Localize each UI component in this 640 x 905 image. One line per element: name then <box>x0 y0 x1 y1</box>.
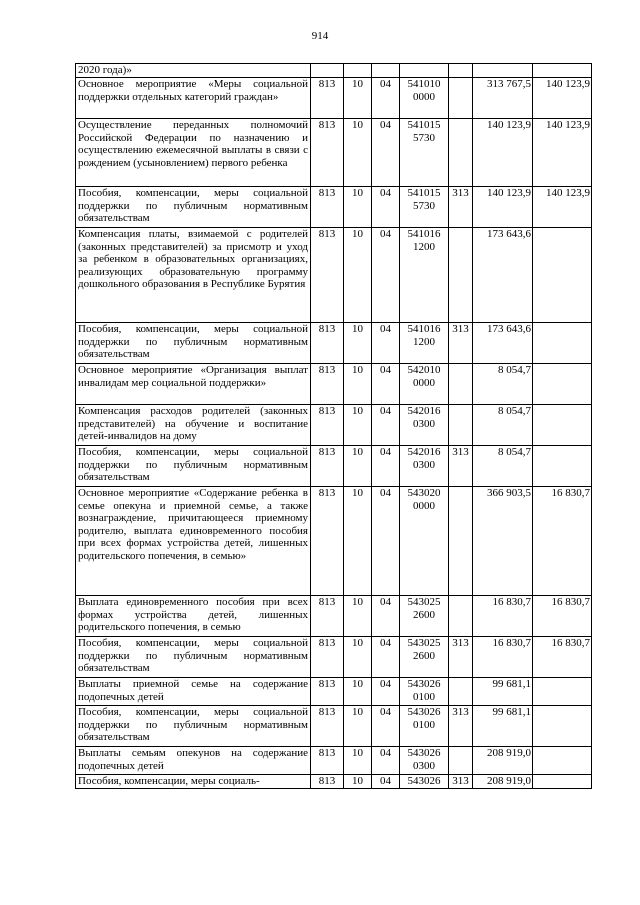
target-article-cell: 543026 0300 <box>400 747 449 775</box>
section-code-cell: 10 <box>344 637 372 678</box>
target-article-cell: 543025 2600 <box>400 637 449 678</box>
amount-year1-cell: 313 767,5 <box>473 78 533 119</box>
row-name-cell: Пособия, компенсации, меры социальной поддержки по публичным нормативным обязательствам <box>76 323 311 364</box>
ministry-code-cell: 813 <box>311 637 344 678</box>
target-article-cell: 541010 0000 <box>400 78 449 119</box>
expense-type-cell: 313 <box>449 187 473 228</box>
subsection-code-cell: 04 <box>372 747 400 775</box>
amount-year1-cell: 140 123,9 <box>473 119 533 187</box>
target-article-cell: 543026 <box>400 775 449 789</box>
expense-type-cell: 313 <box>449 446 473 487</box>
section-code-cell: 10 <box>344 596 372 637</box>
amount-year2-cell: 16 830,7 <box>533 487 592 596</box>
table-row <box>76 323 592 364</box>
amount-year1-cell: 16 830,7 <box>473 637 533 678</box>
table-row <box>76 64 592 78</box>
table-row <box>76 364 592 405</box>
section-code-cell: 10 <box>344 747 372 775</box>
amount-year1-cell: 99 681,1 <box>473 706 533 747</box>
page-number: 914 <box>311 30 329 42</box>
table-row <box>76 747 592 775</box>
expense-type-cell <box>449 78 473 119</box>
section-code-cell: 10 <box>344 678 372 706</box>
target-article-cell: 541016 1200 <box>400 323 449 364</box>
section-code-cell: 10 <box>344 119 372 187</box>
expense-type-cell <box>449 119 473 187</box>
target-article-cell <box>400 64 449 78</box>
subsection-code-cell: 04 <box>372 119 400 187</box>
table-row <box>76 678 592 706</box>
ministry-code-cell <box>311 64 344 78</box>
subsection-code-cell: 04 <box>372 446 400 487</box>
table-body <box>76 64 592 789</box>
section-code-cell: 10 <box>344 323 372 364</box>
row-name-cell: Выплата единовременного пособия при всех формах устройства детей, лишенных родительского попечения, в семью <box>76 596 311 637</box>
expense-type-cell: 313 <box>449 775 473 789</box>
ministry-code-cell: 813 <box>311 775 344 789</box>
amount-year2-cell <box>533 364 592 405</box>
amount-year2-cell <box>533 446 592 487</box>
table-row <box>76 596 592 637</box>
section-code-cell: 10 <box>344 487 372 596</box>
section-code-cell: 10 <box>344 775 372 789</box>
ministry-code-cell: 813 <box>311 678 344 706</box>
amount-year2-cell <box>533 405 592 446</box>
amount-year2-cell: 16 830,7 <box>533 596 592 637</box>
subsection-code-cell: 04 <box>372 187 400 228</box>
subsection-code-cell: 04 <box>372 678 400 706</box>
subsection-code-cell: 04 <box>372 706 400 747</box>
table-row <box>76 228 592 323</box>
section-code-cell <box>344 64 372 78</box>
row-name-cell: Выплаты приемной семье на содержание подопечных детей <box>76 678 311 706</box>
target-article-cell: 541015 5730 <box>400 187 449 228</box>
subsection-code-cell <box>372 64 400 78</box>
subsection-code-cell: 04 <box>372 228 400 323</box>
row-name-cell: Выплаты семьям опекунов на содержание подопечных детей <box>76 747 311 775</box>
section-code-cell: 10 <box>344 187 372 228</box>
amount-year1-cell: 8 054,7 <box>473 405 533 446</box>
ministry-code-cell: 813 <box>311 706 344 747</box>
row-name-cell: Компенсация расходов родителей (законных представителей) на обучение и воспитание детей-инвалидов на дому <box>76 405 311 446</box>
section-code-cell: 10 <box>344 364 372 405</box>
table-row <box>76 487 592 596</box>
row-name-cell: Пособия, компенсации, меры социальной поддержки по публичным нормативным обязательствам <box>76 187 311 228</box>
section-code-cell: 10 <box>344 78 372 119</box>
row-name-cell: Осуществление переданных полномочий Российской Федерации по назначению и осуществлению ежемесячной выплаты в связи с рождением (усыновлением) первого ребенка <box>76 119 311 187</box>
amount-year2-cell: 140 123,9 <box>533 78 592 119</box>
row-name-cell: Пособия, компенсации, меры социаль- <box>76 775 311 789</box>
section-code-cell: 10 <box>344 446 372 487</box>
ministry-code-cell: 813 <box>311 228 344 323</box>
ministry-code-cell: 813 <box>311 405 344 446</box>
amount-year1-cell: 208 919,0 <box>473 775 533 789</box>
subsection-code-cell: 04 <box>372 637 400 678</box>
section-code-cell: 10 <box>344 228 372 323</box>
amount-year1-cell: 173 643,6 <box>473 228 533 323</box>
amount-year2-cell: 140 123,9 <box>533 119 592 187</box>
expense-type-cell <box>449 747 473 775</box>
expense-type-cell: 313 <box>449 637 473 678</box>
expense-type-cell <box>449 405 473 446</box>
budget-table <box>75 63 592 789</box>
row-name-cell: Пособия, компенсации, меры социальной поддержки по публичным нормативным обязательствам <box>76 637 311 678</box>
amount-year1-cell <box>473 64 533 78</box>
amount-year2-cell <box>533 706 592 747</box>
ministry-code-cell: 813 <box>311 323 344 364</box>
table-row <box>76 637 592 678</box>
amount-year2-cell <box>533 775 592 789</box>
expense-type-cell <box>449 596 473 637</box>
ministry-code-cell: 813 <box>311 446 344 487</box>
amount-year2-cell <box>533 678 592 706</box>
amount-year2-cell: 16 830,7 <box>533 637 592 678</box>
target-article-cell: 542016 0300 <box>400 405 449 446</box>
expense-type-cell <box>449 64 473 78</box>
ministry-code-cell: 813 <box>311 187 344 228</box>
amount-year1-cell: 99 681,1 <box>473 678 533 706</box>
expense-type-cell: 313 <box>449 323 473 364</box>
amount-year2-cell <box>533 323 592 364</box>
subsection-code-cell: 04 <box>372 775 400 789</box>
target-article-cell: 543026 0100 <box>400 678 449 706</box>
row-name-cell: Основное мероприятие «Содержание ребенка в семье опекуна и приемной семье, а также вознаграждение, причитающееся приемному родителю, выплата единовременного пособия при всех формах устройства детей, лишенных родительского попечения, в семью» <box>76 487 311 596</box>
amount-year2-cell <box>533 228 592 323</box>
ministry-code-cell: 813 <box>311 596 344 637</box>
row-name-cell: Основное мероприятие «Организация выплат инвалидам мер социальной поддержки» <box>76 364 311 405</box>
subsection-code-cell: 04 <box>372 78 400 119</box>
ministry-code-cell: 813 <box>311 119 344 187</box>
section-code-cell: 10 <box>344 706 372 747</box>
amount-year1-cell: 140 123,9 <box>473 187 533 228</box>
expense-type-cell <box>449 487 473 596</box>
amount-year1-cell: 366 903,5 <box>473 487 533 596</box>
table-row <box>76 119 592 187</box>
target-article-cell: 542010 0000 <box>400 364 449 405</box>
amount-year2-cell <box>533 64 592 78</box>
row-name-cell: 2020 года)» <box>76 64 311 78</box>
table-row <box>76 775 592 789</box>
target-article-cell: 541015 5730 <box>400 119 449 187</box>
ministry-code-cell: 813 <box>311 78 344 119</box>
subsection-code-cell: 04 <box>372 364 400 405</box>
ministry-code-cell: 813 <box>311 487 344 596</box>
ministry-code-cell: 813 <box>311 364 344 405</box>
target-article-cell: 542016 0300 <box>400 446 449 487</box>
ministry-code-cell: 813 <box>311 747 344 775</box>
amount-year2-cell <box>533 747 592 775</box>
subsection-code-cell: 04 <box>372 323 400 364</box>
subsection-code-cell: 04 <box>372 487 400 596</box>
row-name-cell: Основное мероприятие «Меры социальной поддержки отдельных категорий граждан» <box>76 78 311 119</box>
section-code-cell: 10 <box>344 405 372 446</box>
target-article-cell: 541016 1200 <box>400 228 449 323</box>
subsection-code-cell: 04 <box>372 405 400 446</box>
table-row <box>76 446 592 487</box>
amount-year1-cell: 173 643,6 <box>473 323 533 364</box>
amount-year2-cell: 140 123,9 <box>533 187 592 228</box>
expense-type-cell <box>449 678 473 706</box>
target-article-cell: 543025 2600 <box>400 596 449 637</box>
table-row <box>76 706 592 747</box>
table-row <box>76 78 592 119</box>
table-row <box>76 187 592 228</box>
amount-year1-cell: 208 919,0 <box>473 747 533 775</box>
target-article-cell: 543020 0000 <box>400 487 449 596</box>
row-name-cell: Пособия, компенсации, меры социальной поддержки по публичным нормативным обязательствам <box>76 446 311 487</box>
expense-type-cell <box>449 364 473 405</box>
target-article-cell: 543026 0100 <box>400 706 449 747</box>
row-name-cell: Компенсация платы, взимаемой с родителей (законных представителей) за присмотр и уход за ребенком в образовательных организациях, реализующих образовательную программу дошкольного образования в Республике Бурятия <box>76 228 311 323</box>
amount-year1-cell: 8 054,7 <box>473 364 533 405</box>
amount-year1-cell: 16 830,7 <box>473 596 533 637</box>
expense-type-cell <box>449 228 473 323</box>
subsection-code-cell: 04 <box>372 596 400 637</box>
expense-type-cell: 313 <box>449 706 473 747</box>
amount-year1-cell: 8 054,7 <box>473 446 533 487</box>
table-row <box>76 405 592 446</box>
row-name-cell: Пособия, компенсации, меры социальной поддержки по публичным нормативным обязательствам <box>76 706 311 747</box>
